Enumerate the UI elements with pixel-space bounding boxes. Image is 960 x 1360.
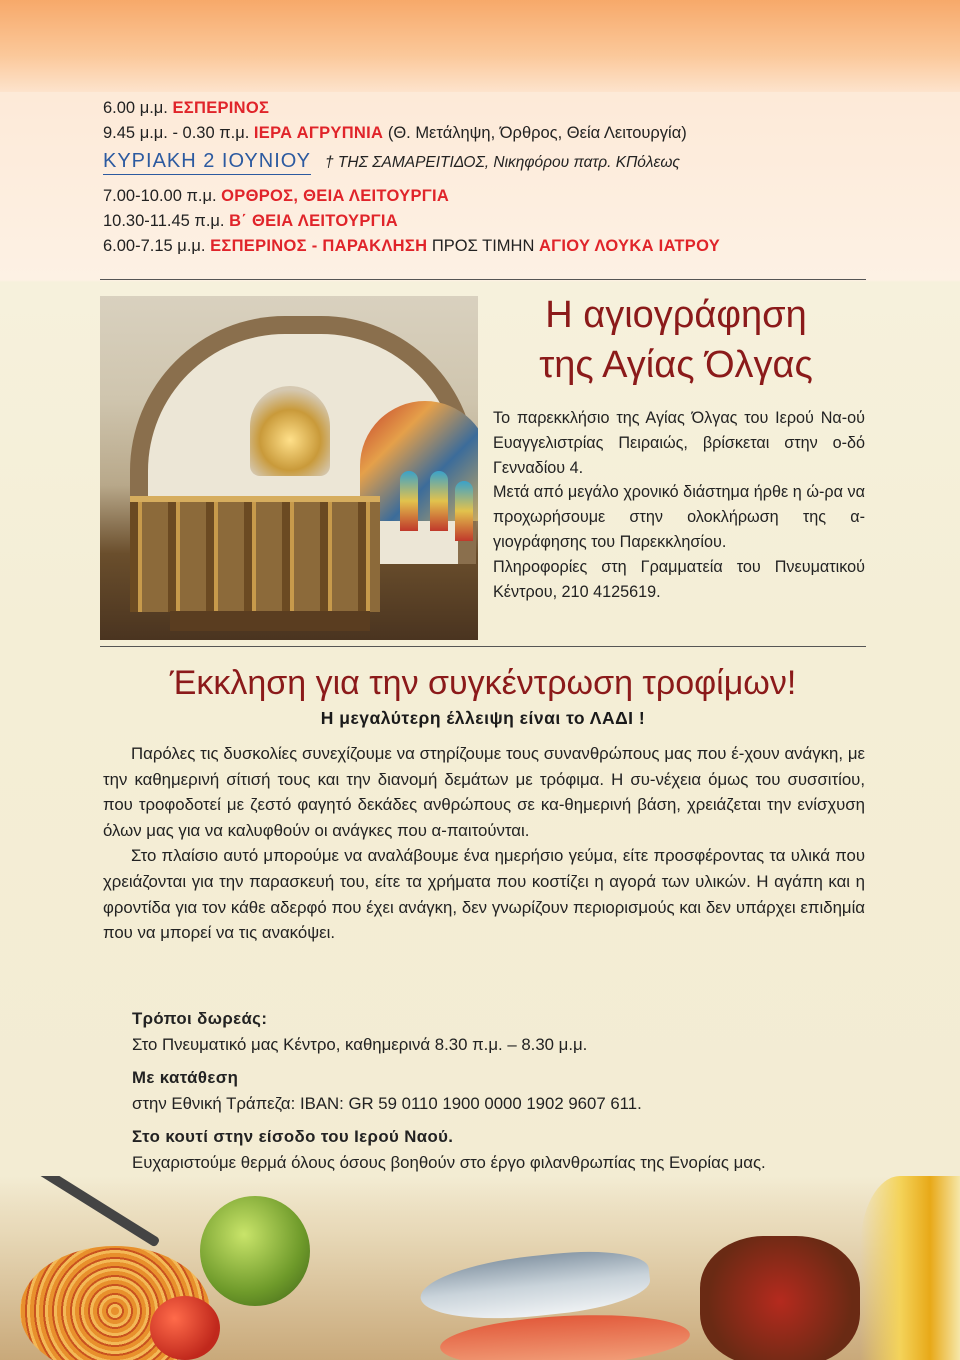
- section-divider: [100, 279, 866, 280]
- appeal-body: [103, 741, 865, 946]
- article-body: [493, 406, 865, 604]
- schedule-time: 6.00-7.15 μ.μ.: [103, 237, 211, 255]
- sunday-feast: † ΤΗΣ ΣΑΜΑΡΕΙΤΙΔΟΣ, Νικηφόρου πατρ. ΚΠόλεως: [325, 154, 680, 171]
- donation-way: [132, 1006, 872, 1057]
- schedule-note: ΠΡΟΣ ΤΙΜΗΝ: [427, 237, 539, 255]
- schedule-time: 6.00 μ.μ.: [103, 99, 173, 117]
- donation-way-text: Στο Πνευματικό μας Κέντρο, καθημερινά 8.30 π.μ. – 8.30 μ.μ.: [132, 1034, 588, 1054]
- schedule-line: [103, 184, 863, 209]
- donation-way-text: στην Εθνική Τράπεζα: IBAN: GR 59 0110 1900 0000 1902 9607 611.: [132, 1093, 642, 1113]
- appeal-paragraph: Στο πλαίσιο αυτό μπορούμε να αναλάβουμε ένα ημερήσιο γεύμα, είτε προσφέροντας τα υλικά που χρειάζονται για την παρασκευή του, είτε τα χρήματα που κοστίζει η αγορά των υλικών. Η αγάπη και η φροντίδα για τον κάθε αδερφό που έχει ανάγκη, δεν γνωρίζουν περιορισμούς και δεν υπάρχει επιδημία που να μπορεί να τις ανακόψει.: [103, 846, 865, 943]
- appeal-title: Έκκληση για την συγκέντρωση τροφίμων!: [169, 664, 797, 702]
- schedule-line: [103, 96, 863, 121]
- photo-window: [400, 471, 418, 531]
- section-divider: [100, 646, 866, 647]
- schedule-service: Β΄ ΘΕΙΑ ΛΕΙΤΟΥΡΓΙΑ: [229, 212, 398, 230]
- vegetables-shape: [700, 1236, 860, 1360]
- schedule-service: ΕΣΠΕΡΙΝΟΣ: [172, 99, 270, 117]
- apple-shape: [200, 1196, 310, 1306]
- olive-oil-pour-shape: [860, 1176, 960, 1360]
- sunday-heading-row: [103, 150, 863, 182]
- sunday-title: ΚΥΡΙΑΚΗ 2 ΙΟΥΝΙΟΥ: [103, 150, 311, 175]
- article-title-line: Η αγιογράφηση: [545, 294, 807, 336]
- schedule-service: ΟΡΘΡΟΣ, ΘΕΙΑ ΛΕΙΤΟΥΡΓΙΑ: [221, 187, 450, 205]
- schedule-time: 10.30-11.45 π.μ.: [103, 212, 230, 230]
- appeal-paragraph: Παρόλες τις δυσκολίες συνεχίζουμε να στηρίζουμε τους συνανθρώπους μας που έ-χουν ανάγκη, με την καθημερινή σίτισή τους και την διανομή δεμάτων με τρόφιμα. Η συ-νέχεια όμως του συσσιτίου, που τροφοδοτεί με ζεστό φαγητό δεκάδες ανθρώπους σε κα-θημερινή βάση, χρειάζεται την ενίσχυση όλων μας για να καλυφθούν οι ανάγκες που α-παιτούνται.: [103, 744, 865, 840]
- appeal-subtitle: Η μεγαλύτερη έλλειψη είναι το ΛΑΔΙ !: [320, 708, 646, 728]
- article-paragraph: Μετά από μεγάλο χρονικό διάστημα ήρθε η ώ-ρα να προχωρήσουμε στην ολοκλήρωση της α-γιογράφησης του Παρεκκλησίου.: [493, 483, 865, 551]
- donation-way: [132, 1124, 872, 1175]
- liturgy-schedule: [103, 96, 863, 259]
- donation-ways: [132, 1006, 872, 1184]
- schedule-note: (Θ. Μετάληψη, Όρθρος, Θεία Λειτουργία): [383, 124, 687, 142]
- top-color-band: [0, 0, 960, 92]
- donation-way-heading: Τρόποι δωρεάς:: [132, 1009, 268, 1028]
- donation-way-heading: Στο κουτί στην είσοδο του Ιερού Ναού.: [132, 1127, 454, 1147]
- photo-stand: [170, 611, 370, 631]
- fork-shape: [20, 1176, 161, 1248]
- article-paragraph: Πληροφορίες στη Γραμματεία του Πνευματικού Κέντρου, 210 4125619.: [493, 557, 865, 601]
- schedule-saint: ΑΓΙΟΥ ΛΟΥΚΑ ΙΑΤΡΟΥ: [538, 237, 721, 255]
- schedule-line: [103, 121, 863, 146]
- tomato-shape: [150, 1296, 220, 1360]
- photo-window: [430, 471, 448, 531]
- donation-way: [132, 1065, 872, 1116]
- schedule-service: ΙΕΡΑ ΑΓΡΥΠΝΙΑ: [253, 124, 384, 142]
- church-interior-photo: [100, 296, 478, 640]
- article-paragraph: Το παρεκκλήσιο της Αγίας Όλγας του Ιερού Να-ού Ευαγγελιστρίας Πειραιώς, βρίσκεται στην ο-δό Γενναδίου 4.: [493, 409, 865, 477]
- schedule-line: [103, 209, 863, 234]
- schedule-service: ΕΣΠΕΡΙΝΟΣ - ΠΑΡΑΚΛΗΣΗ: [210, 237, 428, 255]
- photo-window: [455, 481, 473, 541]
- photo-iconostasis: [130, 496, 380, 612]
- article-title: [488, 290, 864, 390]
- schedule-time: 9.45 μ.μ. - 0.30 π.μ.: [103, 124, 254, 142]
- article-title-line: της Αγίας Όλγας: [539, 344, 813, 386]
- photo-chandelier: [250, 386, 330, 476]
- food-collage-banner: [0, 1176, 960, 1360]
- schedule-time: 7.00-10.00 π.μ.: [103, 187, 222, 205]
- donation-way-text: Ευχαριστούμε θερμά όλους όσους βοηθούν στο έργο φιλανθρωπίας της Ενορίας μας.: [132, 1152, 766, 1172]
- schedule-line: [103, 234, 863, 259]
- donation-way-heading: Με κατάθεση: [132, 1068, 239, 1088]
